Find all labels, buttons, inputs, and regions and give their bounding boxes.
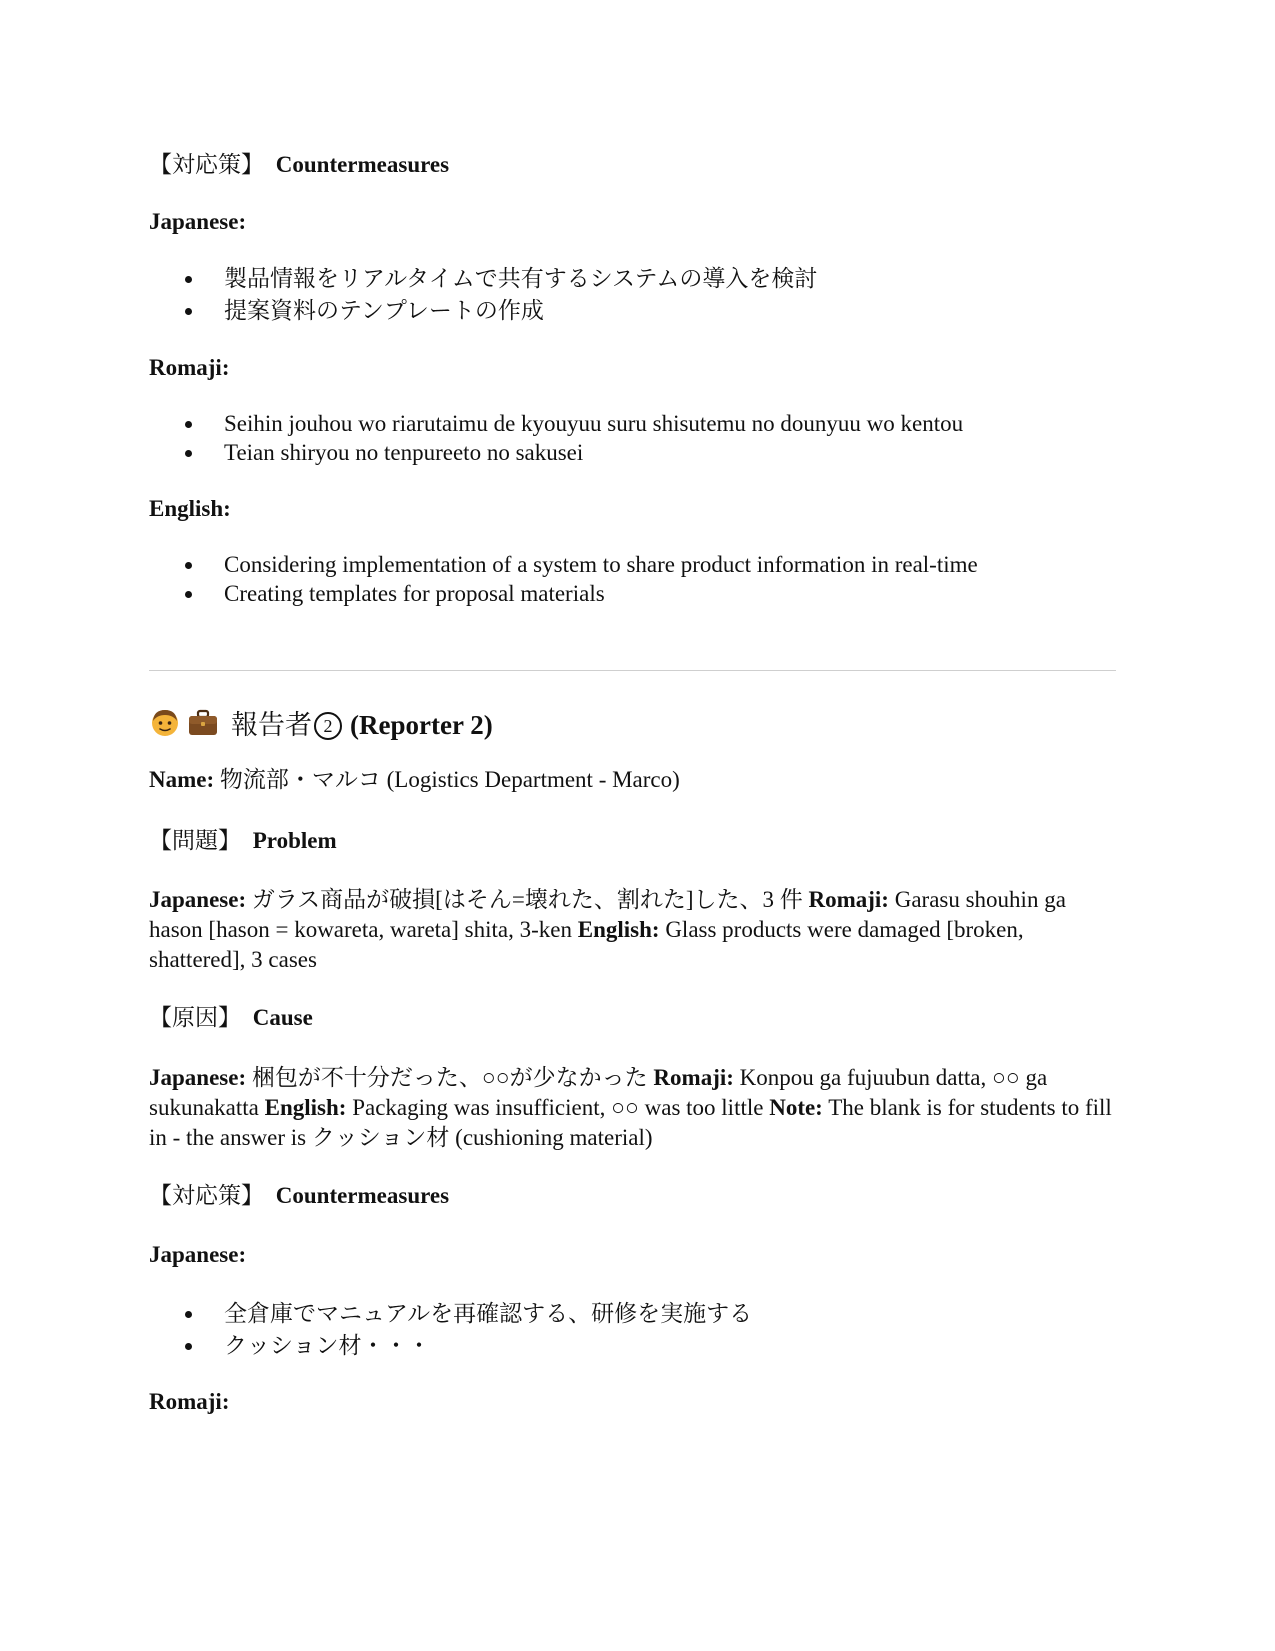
list-item: Seihin jouhou wo riarutaimu de kyouyuu suru shisutemu no dounyuu wo kentou	[185, 409, 963, 438]
reporter-title: 報告者 2 (Reporter 2)	[231, 709, 493, 740]
japanese-label-2: Japanese:	[149, 1242, 247, 1267]
bullet-icon	[185, 591, 192, 598]
circled-number: 2	[314, 712, 342, 740]
romaji-label: Romaji:	[149, 355, 230, 380]
english-label: English:	[149, 496, 231, 521]
cause-paragraph: Japanese: 梱包が不十分だった、○○が少なかった Romaji: Konpou ga fujuubun datta, ○○ ga sukunakatta English: Packaging was insufficient, ○○ was too little Note: The blank is for students to fill in - the answer is クッション材 (cushioning material)	[149, 1065, 1112, 1150]
list-item: Creating templates for proposal materials	[185, 579, 978, 608]
list-item: Considering implementation of a system to share product information in real-time	[185, 550, 978, 579]
bullet-icon	[185, 276, 192, 283]
section-divider	[149, 670, 1116, 671]
list-item: 提案資料のテンプレートの作成	[185, 295, 817, 327]
list-item: 全倉庫でマニュアルを再確認する、研修を実施する	[185, 1298, 752, 1330]
problem-heading: 【問題】 Problem	[149, 828, 337, 853]
list-item: 製品情報をリアルタイムで共有するシステムの導入を検討	[185, 263, 817, 295]
romaji-list	[185, 409, 963, 467]
english-list	[185, 550, 978, 608]
person-icon	[149, 706, 181, 738]
briefcase-icon	[187, 706, 219, 738]
countermeasures-heading	[149, 150, 449, 180]
bullet-icon	[185, 1311, 192, 1318]
bullet-icon	[185, 450, 192, 457]
cause-heading: 【原因】 Cause	[149, 1005, 313, 1030]
japanese-list-2	[185, 1298, 752, 1362]
bullet-icon	[185, 1343, 192, 1350]
list-item: クッション材・・・	[185, 1330, 752, 1362]
bullet-icon	[185, 308, 192, 315]
bullet-icon	[185, 562, 192, 569]
romaji-label-2: Romaji:	[149, 1389, 230, 1414]
countermeasures-heading-2: 【対応策】 Countermeasures	[149, 1183, 450, 1208]
heading-bracket: 【対応策】	[149, 152, 264, 177]
japanese-list	[185, 263, 817, 327]
problem-paragraph: Japanese: ガラス商品が破損[はそん=壊れた、割れた]した、3 件 Romaji: Garasu shouhin ga hason [hason = kowareta, wareta] shita, 3-ken English: Glass products were damaged [broken, shattered], 3 cases	[149, 887, 1066, 972]
list-item: Teian shiryou no tenpureeto no sakusei	[185, 438, 963, 467]
reporter-heading	[149, 704, 493, 740]
reporter-name: Name: 物流部・マルコ (Logistics Department - Marco)	[149, 767, 680, 792]
heading-title: Countermeasures	[275, 152, 450, 177]
japanese-label: Japanese:	[149, 209, 247, 234]
bullet-icon	[185, 421, 192, 428]
